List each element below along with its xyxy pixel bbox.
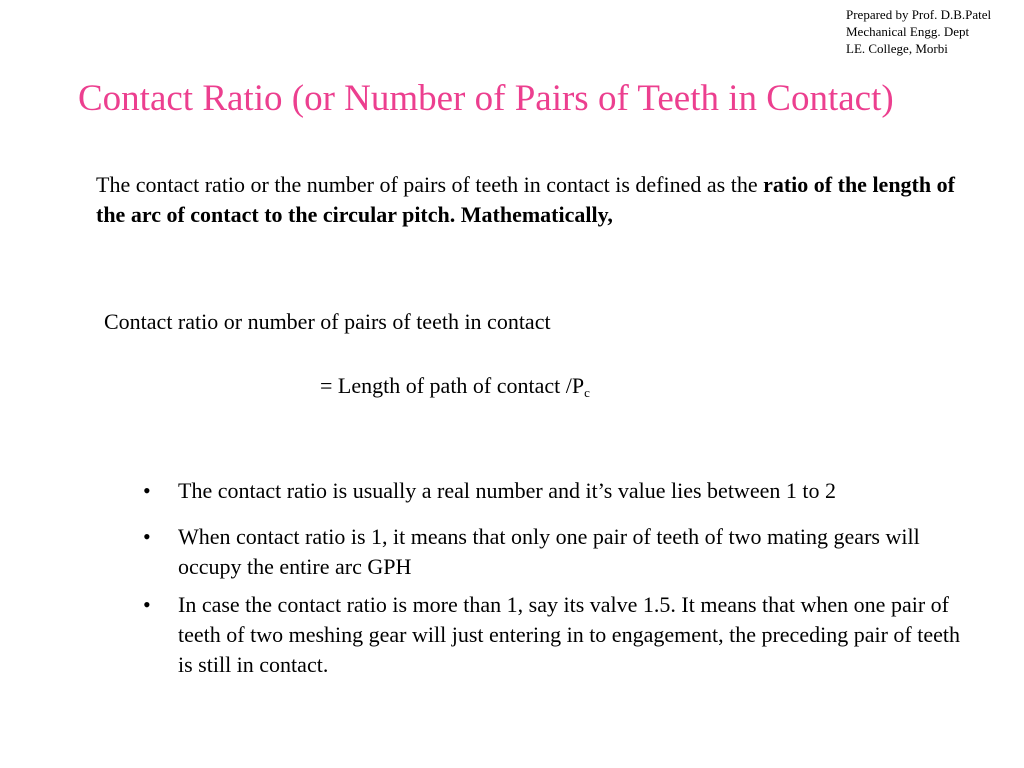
- credit-line-department: Mechanical Engg. Dept: [846, 24, 970, 39]
- bullet-dot-icon: •: [143, 478, 151, 503]
- bullet-dot-icon: •: [143, 592, 151, 617]
- bullet-text: When contact ratio is 1, it means that only one pair of teeth of two mating gears will occupy the entire arc GPH: [178, 524, 920, 579]
- bullet-item: [140, 522, 980, 582]
- slide-title: Contact Ratio (or Number of Pairs of Teeth in Contact): [78, 78, 894, 119]
- bullet-text: The contact ratio is usually a real number and it’s value lies between 1 to 2: [178, 478, 836, 503]
- credit-line-college: LE. College, Morbi: [846, 41, 948, 56]
- bullet-text: In case the contact ratio is more than 1, say its valve 1.5. It means that when one pair of teeth of two meshing gear will just entering in to engagement, the preceding pair of teeth is still in contact.: [178, 592, 960, 677]
- formula-label: Contact ratio or number of pairs of teeth in contact: [104, 309, 551, 334]
- definition-paragraph: [96, 170, 976, 230]
- formula-expression: = Length of path of contact /P: [320, 373, 585, 398]
- credit-line-author: Prepared by Prof. D.B.Patel: [846, 7, 992, 22]
- definition-emphasis: ratio of the length of the arc of contact to the circular pitch. Mathematically,: [96, 172, 955, 227]
- bullet-item: [140, 590, 980, 680]
- formula-equation: [320, 371, 590, 401]
- bullet-dot-icon: •: [143, 524, 151, 549]
- definition-text: The contact ratio or the number of pairs of teeth in contact is defined as the: [96, 172, 764, 197]
- author-credit: [846, 6, 991, 57]
- bullet-list: [140, 476, 980, 680]
- bullet-item: [140, 476, 980, 506]
- formula-subscript: c: [584, 385, 590, 400]
